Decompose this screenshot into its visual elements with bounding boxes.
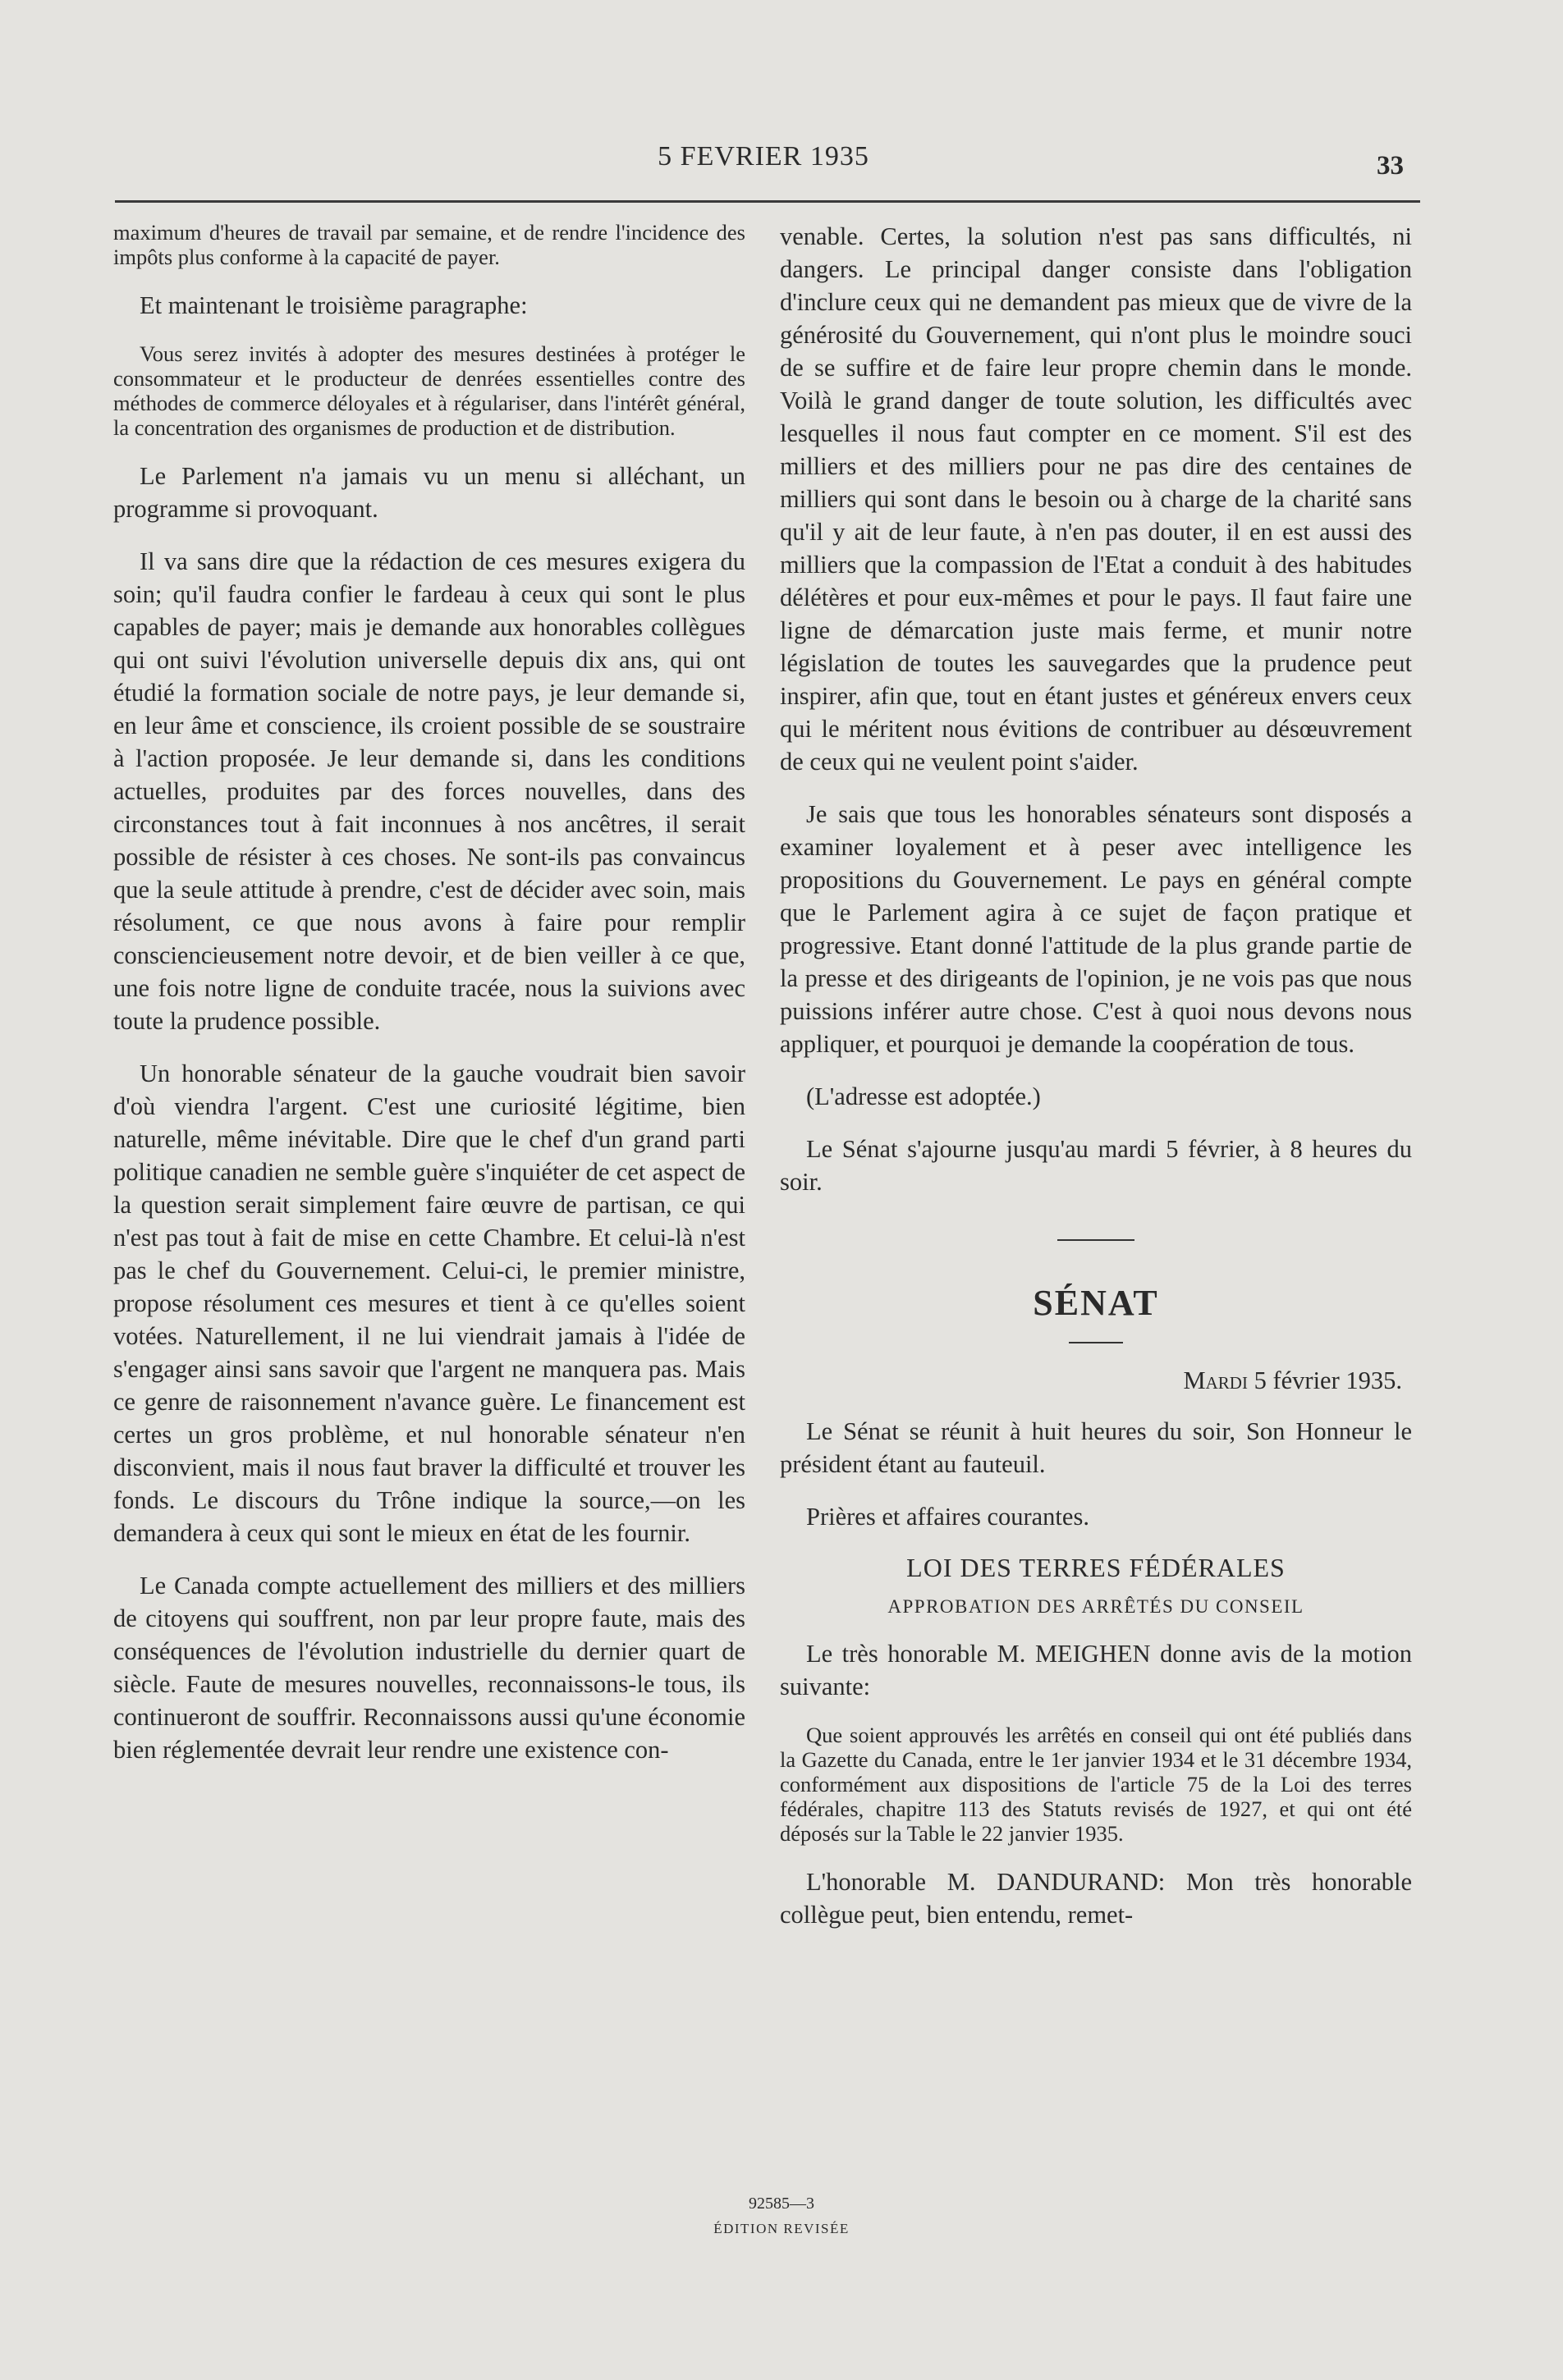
- page-number: 33: [1377, 151, 1404, 181]
- footer-edition: ÉDITION REVISÉE: [713, 2221, 850, 2236]
- paragraph: Le Sénat se réunit à huit heures du soir, Son Honneur le président étant au fauteuil.: [780, 1417, 1412, 1478]
- senat-title: SÉNAT: [1033, 1283, 1159, 1323]
- paragraph: L'honorable M. DANDURAND: Mon très honorable collègue peut, bien entendu, remet-: [780, 1868, 1412, 1929]
- section-title: LOI DES TERRES FÉDÉRALES: [906, 1553, 1286, 1582]
- paragraph: Le Sénat s'ajourne jusqu'au mardi 5 février, à 8 heures du soir.: [780, 1135, 1412, 1196]
- quoted-paragraph: Vous serez invités à adopter des mesures destinées à protéger le consommateur et le producteur de denrées essentielles contre des méthodes de commerce déloyales et à régulariser, dans l'intérêt général, la concentration des organismes de production et de distribution.: [113, 341, 745, 440]
- section-divider: [1057, 1239, 1134, 1241]
- paragraph: Un honorable sénateur de la gauche voudrait bien savoir d'où viendra l'argent. C'est une curiosité légitime, bien naturelle, même inévitable. Dire que le chef d'un grand parti politique canadien ne semble guère s'inquiéter de cet aspect de la question serait simplement faire œuvre de partisan, ce qui n'est pas tout à fait de mise en cette Chambre. Et celui-là n'est pas le chef du Gouvernement. Celui-ci, le premier ministre, propose résolument ces mesures et tient à ce qu'elles soient votées. Naturellement, il ne lui viendrait jamais à l'idée de s'engager ainsi sans savoir que l'argent ne manquera pas. Mais ce genre de raisonnement n'avance guère. Le financement est certes un gros problème, et nul honorable sénateur n'en disconvient, mais il nous faut braver la difficulté et trouver les fonds. Le discours du Trône indique la source,—on les demandera à ceux qui sont le mieux en état de les fournir.: [113, 1060, 745, 1547]
- footer-code: 92585—3: [749, 2195, 814, 2213]
- paragraph: Le Parlement n'a jamais vu un menu si alléchant, un programme si provoquant.: [113, 462, 745, 523]
- paragraph: (L'adresse est adoptée.): [806, 1082, 1041, 1110]
- paragraph: venable. Certes, la solution n'est pas sans difficultés, ni dangers. Le principal danger consiste dans l'obligation d'inclure ceux qui ne demandent pas mieux que de vivre de la générosité du Gouvernement, qui n'ont plus le moindre souci de se suffire et de faire leur propre chemin dans le monde. Voilà le grand danger de toute solution, les difficultés avec lesquelles il nous faut compter en ce moment. S'il est des milliers et des milliers pour ne pas dire des centaines de milliers qui sont dans le besoin ou à charge de la charité sans qu'il y ait de leur faute, à n'en pas douter, il en est aussi des milliers que la compassion de l'Etat a conduit à des habitudes délétères et pour eux-mêmes et pour le pays. Il faut faire une ligne de démarcation juste mais ferme, et munir notre législation de toutes les sauvegardes que la prudence peut inspirer, afin que, tout en étant justes et généreux envers ceux qui le méritent nous évitions de contribuer au désœuvrement de ceux qui ne veulent point s'aider.: [780, 222, 1412, 776]
- paragraph: Il va sans dire que la rédaction de ces mesures exigera du soin; qu'il faudra confier le fardeau à ceux qui sont le plus capables de payer; mais je demande aux honorables collègues qui ont suivi l'évolution universelle depuis dix ans, qui ont étudié la formation sociale de notre pays, je leur demande si, en leur âme et conscience, ils croient possible de se soustraire à l'action proposée. Je leur demande si, dans les conditions actuelles, produites par des forces nouvelles, dans des circonstances tout à fait inconnues à nos ancêtres, il serait possible de résister à ces choses. Ne sont-ils pas convaincus que la seule attitude à prendre, c'est de décider avec soin, mais résolument, ce que nous avons à faire pour remplir consciencieusement notre devoir, et de bien veiller à ce que, une fois notre ligne de conduite tracée, nous la suivions avec toute la prudence possible.: [113, 547, 745, 1035]
- date-weekday: Mardi: [1183, 1366, 1248, 1394]
- paragraph: Je sais que tous les honorables sénateurs sont disposés a examiner loyalement et à peser avec intelligence les propositions du Gouvernement. Le pays en général compte que le Parlement agira à ce sujet de façon pratique et progressive. Etant donné l'attitude de la plus grande partie de la presse et des dirigeants de l'opinion, je ne vois pas que nous puissions inférer autre chose. C'est à quoi nous devons nous appliquer, et pourquoi je demande la coopération de tous.: [780, 800, 1412, 1058]
- left-column: [113, 220, 745, 1786]
- section-divider-short: [1069, 1342, 1123, 1343]
- right-column: [780, 220, 1412, 1951]
- date-rest: 5 février 1935.: [1254, 1366, 1402, 1394]
- header-rule: [115, 200, 1420, 203]
- motion-text: Que soient approuvés les arrêtés en conseil qui ont été publiés dans la Gazette du Canada, entre le 1er janvier 1934 et le 31 décembre 1934, conformément aux dispositions de l'article 75 de la Loi des terres fédérales, chapitre 113 des Statuts revisés de 1927, et qui ont été déposés sur la Table le 22 janvier 1935.: [780, 1723, 1412, 1846]
- paragraph: Le Canada compte actuellement des milliers et des milliers de citoyens qui souffrent, non par leur propre faute, mais des conséquences de l'évolution industrielle du dernier quart de siècle. Faute de mesures nouvelles, reconnaissons-le tous, ils continueront de souffrir. Reconnaissons aussi qu'une économie bien réglementée devrait leur rendre une existence con-: [113, 1572, 745, 1764]
- running-title: 5 FEVRIER 1935: [658, 141, 869, 172]
- section-subtitle: APPROBATION DES ARRÊTÉS DU CONSEIL: [887, 1596, 1304, 1617]
- paragraph: Le très honorable M. MEIGHEN donne avis de la motion suivante:: [780, 1640, 1412, 1700]
- sitting-date: [780, 1366, 1402, 1395]
- page-header: [115, 141, 1412, 199]
- paragraph: Prières et affaires courantes.: [806, 1503, 1089, 1531]
- paragraph: Et maintenant le troisième paragraphe:: [140, 291, 528, 319]
- paragraph: maximum d'heures de travail par semaine, et de rendre l'incidence des impôts plus conforme à la capacité de payer.: [113, 220, 745, 269]
